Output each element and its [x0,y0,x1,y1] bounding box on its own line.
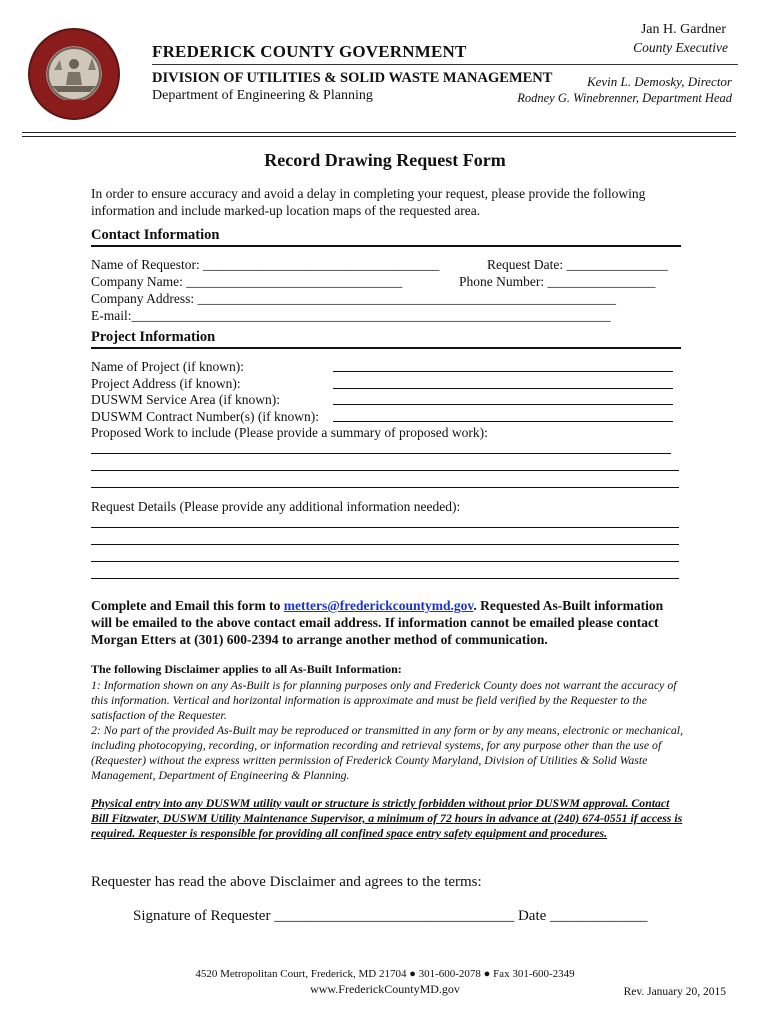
submission-email-link[interactable]: metters@frederickcountymd.gov [283,598,474,613]
service-area-label: DUSWM Service Area (if known): [91,392,280,407]
agreement-statement: Requester has read the above Disclaimer and agrees to the terms: [91,874,482,890]
request-details-line[interactable] [91,565,679,579]
project-address-label: Project Address (if known): [91,376,241,391]
request-details-line[interactable] [91,514,679,528]
project-name-input[interactable] [333,358,673,372]
project-address-input[interactable] [333,375,673,389]
contact-section-heading: Contact Information [91,227,681,247]
footer-address: 4520 Metropolitan Court, Frederick, MD 21704 ● 301-600-2078 ● Fax 301-600-2349 [195,968,575,980]
service-area-input[interactable] [333,391,673,405]
department-head: Rodney G. Winebrenner, Department Head [517,91,732,105]
proposed-work-label: Proposed Work to include (Please provide a summary of proposed work): [91,425,488,440]
department-name: Department of Engineering & Planning [152,88,373,103]
seal-emblem-icon [30,30,118,118]
entry-warning: Physical entry into any DUSWM utility vault or structure is strictly forbidden without prior DUSWM approval. Contact Bill Fitzwater, DUSWM Utility Maintenance Supervisor, a minimum of 72 hours in advance at (240) 674-0551 if access is required. Requester is responsible for providing all confined space entry safety equipment and procedures. [91,796,683,840]
submission-instructions [91,597,683,648]
requestor-name-field[interactable]: Name of Requestor: ___________________________________ [91,257,440,272]
page-divider-top [22,132,736,133]
company-address-field[interactable]: Company Address: ______________________________________________________________ [91,291,616,306]
company-name-field[interactable]: Company Name: ________________________________ [91,274,403,289]
request-date-field[interactable]: Request Date: _______________ [487,257,668,272]
phone-number-field[interactable]: Phone Number: ________________ [459,274,656,289]
email-field[interactable]: E-mail:_______________________________________________________________________ [91,308,611,323]
form-title: Record Drawing Request Form [264,150,506,170]
request-details-line[interactable] [91,531,679,545]
request-details-line[interactable] [91,548,679,562]
organization-name: FREDERICK COUNTY GOVERNMENT [152,42,467,61]
header-divider [152,64,738,65]
proposed-work-line[interactable] [91,457,679,471]
page-divider-bottom [22,136,736,137]
instructions-prefix: Complete and Email this form to [91,598,284,613]
disclaimer-heading: The following Disclaimer applies to all As-Built Information: [91,662,402,676]
disclaimer-item-1: 1: Information shown on any As-Built is for planning purposes only and Frederick County does not warrant the accuracy of this information. Vertical and horizontal information is approximate and must be field verified by the Requester to the satisfaction of the Requester. [91,678,677,722]
county-seal [28,28,120,120]
revision-date: Rev. January 20, 2015 [623,986,726,998]
footer-website[interactable]: www.FrederickCountyMD.gov [310,982,460,996]
proposed-work-line[interactable] [91,440,671,454]
disclaimer-item-2: 2: No part of the provided As-Built may be reproduced or transmitted in any form or by any means, electronic or mechanical, including photocopying, recording, or information recording and retrieval systems, for any purpose other than the use of (Requester) without the express written permission of Frederick County Maryland, Division of Utilities & Solid Waste Management, Department of Engineering & Planning. [91,723,684,782]
project-section-heading: Project Information [91,329,681,349]
signature-line[interactable]: Signature of Requester ________________________________ Date _____________ [133,908,648,924]
county-executive-title: County Executive [633,40,728,55]
instructions-suffix: . Requested As-Built information will be emailed to the above contact email address. If information cannot be emailed please contact Morgan Etters at (301) 600-2394 to arrange another method of communication. [91,598,664,647]
director-name: Kevin L. Demosky, Director [586,74,732,89]
division-name: DIVISION OF UTILITIES & SOLID WASTE MANAGEMENT [152,70,553,86]
contract-number-label: DUSWM Contract Number(s) (if known): [91,409,319,424]
contract-number-input[interactable] [333,408,673,422]
form-intro: In order to ensure accuracy and avoid a delay in completing your request, please provide the following information and include marked-up location maps of the requested area. [91,186,646,218]
proposed-work-line[interactable] [91,474,679,488]
project-name-label: Name of Project (if known): [91,359,244,374]
request-details-label: Request Details (Please provide any additional information needed): [91,499,461,514]
county-executive-name: Jan H. Gardner [640,22,726,37]
